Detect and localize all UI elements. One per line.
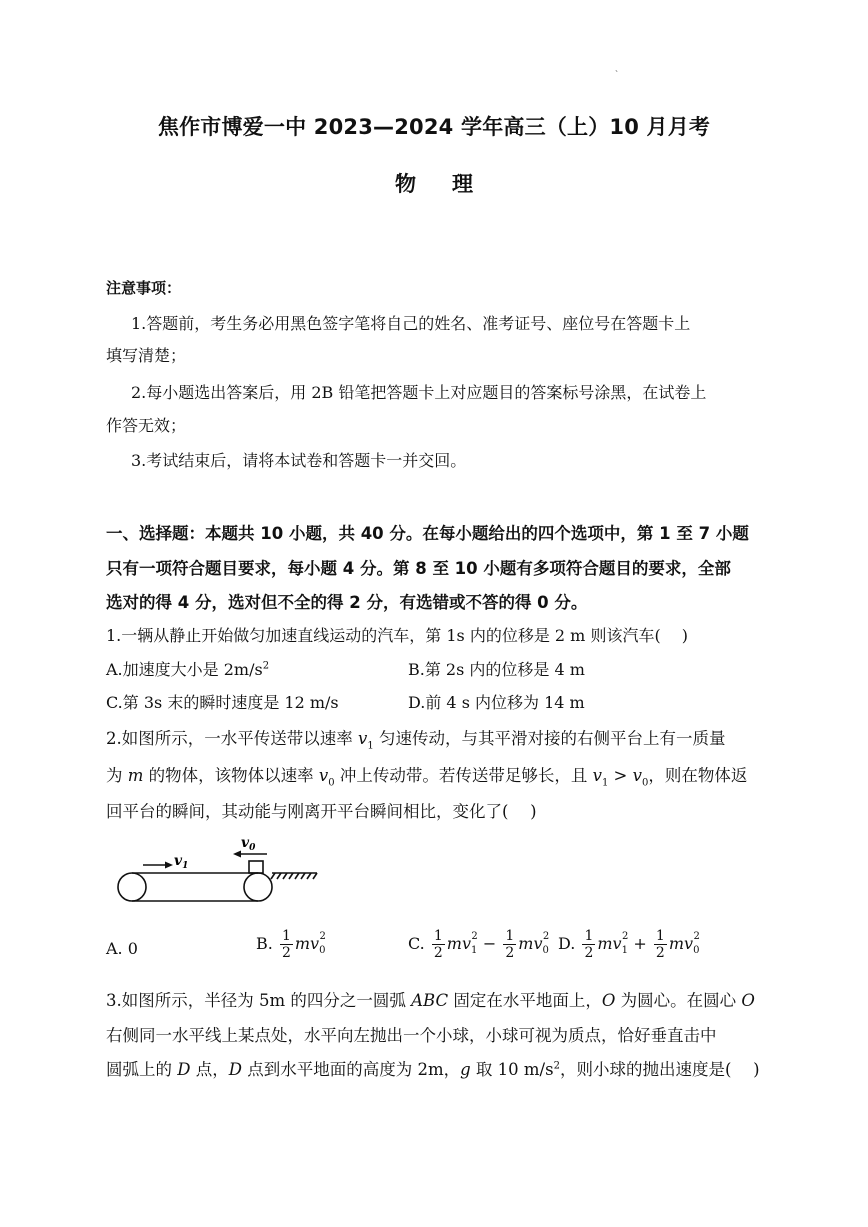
- question-3-line-2: 右侧同一水平线上某点处，水平向左抛出一个小球，小球可视为质点，恰好垂直击中: [106, 1026, 717, 1045]
- question-2-option-c: C. $\frac{1}{2}$ $mv_1^2$ − $\frac{1}{2}$ $mv_0^2$: [408, 928, 550, 961]
- question-3-line-3: 圆弧上的 D 点，D 点到水平地面的高度为 2m，g 取 10 $m/s^2$，则小球的抛出速度是( ): [106, 1060, 760, 1079]
- right-pulley: [244, 873, 272, 901]
- v1-label: $v_1$: [174, 853, 189, 871]
- note-3: 3.考试结束后，请将本试卷和答题卡一并交回。: [131, 451, 467, 470]
- question-2-line-2: 为 m 的物体，该物体以速率 $v_0$ 冲上传动带。若传送带足够长，且 $v_1 > v_0$，则在物体返: [106, 766, 748, 789]
- question-2-option-a: A. 0: [106, 939, 138, 958]
- question-1-stem: 1.一辆从静止开始做匀加速直线运动的汽车，第 1s 内的位移是 2 m 则该汽车( ): [106, 626, 689, 645]
- notes-heading: 注意事项：: [106, 279, 182, 297]
- question-1-option-c: C.第 3s 末的瞬时速度是 12 m/s: [106, 693, 339, 712]
- exam-title: 焦作市博爱一中 2023—2024 学年高三（上）10 月月考: [157, 115, 711, 139]
- corner-mark: 、: [615, 64, 623, 73]
- section-1-line-2: 只有一项符合题目要求，每小题 4 分。第 8 至 10 小题有多项符合题目的要求，全部: [106, 559, 731, 578]
- question-1-option-a: A.加速度大小是 $2m/s^2$: [106, 660, 270, 679]
- left-pulley: [118, 873, 146, 901]
- question-1-option-d: D.前 4 s 内位移为 14 m: [408, 693, 585, 712]
- v0-label: $v_0$: [241, 835, 256, 853]
- question-2-option-d: D. $\frac{1}{2}$ $mv_1^2$ + $\frac{1}{2}$ $mv_0^2$: [558, 928, 700, 961]
- conveyor-figure: [105, 830, 330, 910]
- question-2-line-1: 2.如图所示，一水平传送带以速率 $v_1$ 匀速传动，与其平滑对接的右侧平台上有一质量: [106, 729, 726, 752]
- exam-subject: 物理: [395, 172, 509, 196]
- question-2-option-b: B. $\frac{1}{2}$ $mv_0^2$: [256, 928, 326, 961]
- conveyor-diagram: [105, 830, 330, 910]
- question-3-line-1: 3.如图所示，半径为 5m 的四分之一圆弧 ABC 固定在水平地面上，O 为圆心。在圆心 O: [106, 991, 755, 1010]
- note-2-line-2: 作答无效；: [106, 416, 187, 435]
- note-1-line-2: 填写清楚；: [106, 346, 187, 365]
- question-2-line-3: 回平台的瞬间，其动能与刚离开平台瞬间相比，变化了( ): [106, 802, 537, 821]
- question-1-option-b: B.第 2s 内的位移是 4 m: [408, 660, 585, 679]
- section-1-line-3: 选对的得 4 分，选对但不全的得 2 分，有选错或不答的得 0 分。: [106, 593, 588, 612]
- note-1-line-1: 1.答题前，考生务必用黑色签字笔将自己的姓名、准考证号、座位号在答题卡上: [131, 314, 691, 333]
- block: [249, 861, 263, 873]
- section-1-line-1: 一、选择题：本题共 10 小题，共 40 分。在每小题给出的四个选项中，第 1 至 7 小题: [106, 524, 749, 543]
- note-2-line-1: 2.每小题选出答案后，用 2B 铅笔把答题卡上对应题目的答案标号涂黑，在试卷上: [131, 383, 707, 402]
